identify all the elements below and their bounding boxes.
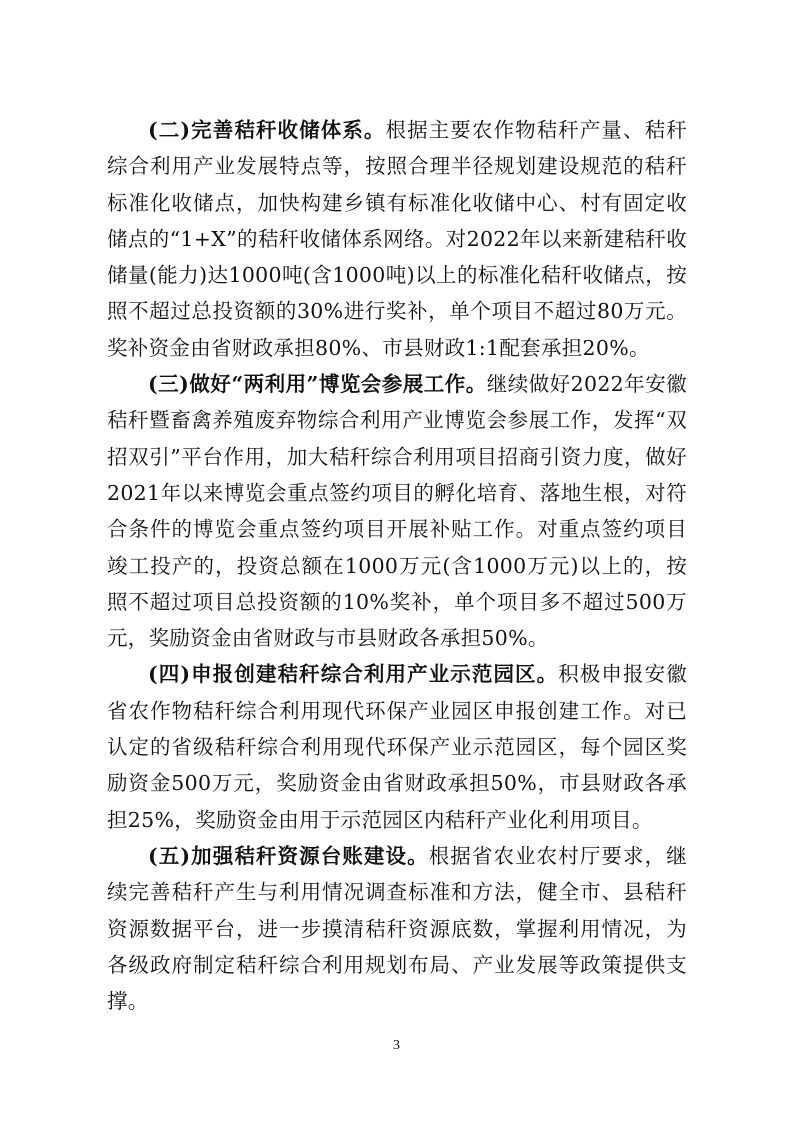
paragraph-text: 积极申报安徽省农作物秸秆综合利用现代环保产业园区申报创建工作。对已认定的省级秸秆综合利用现代环保产业示范园区，每个园区奖励资金500万元，奖励资金由省财政承担50%，市县财政各承担25%，奖励资金由用于示范园区内秸秆产业化利用项目。 xyxy=(107,662,687,832)
paragraph-demonstration-park xyxy=(107,656,687,837)
paragraph-resource-ledger xyxy=(107,838,687,1019)
document-body xyxy=(107,112,687,1019)
paragraph-text: 继续做好2022年安徽秸秆暨畜禽养殖废弃物综合利用产业博览会参展工作，发挥“双招双引”平台作用，加大秸秆综合利用项目招商引资力度，做好2021年以来博览会重点签约项目的孵化培育、落地生根，对符合条件的博览会重点签约项目开展补贴工作。对重点签约项目竣工投产的，投资总额在1000万元(含1000万元)以上的，按照不超过项目总投资额的10%奖补，单个项目多不超过500万元，奖励资金由省财政与市县财政各承担50%。 xyxy=(107,372,687,651)
paragraph-text: 根据省农业农村厅要求，继续完善秸秆产生与利用情况调查标准和方法，健全市、县秸秆资源数据平台，进一步摸清秸秆资源底数，掌握利用情况，为各级政府制定秸秆综合利用规划布局、产业发展等政策提供支撑。 xyxy=(107,843,687,1014)
paragraph-text: 根据主要农作物秸秆产量、秸秆综合利用产业发展特点等，按照合理半径规划建设规范的秸秆标准化收储点，加快构建乡镇有标准化收储中心、村有固定收储点的“1+X”的秸秆收储体系网络。对2022年以来新建秸秆收储量(能力)达1000吨(含1000吨)以上的标准化秸秆收储点，按照不超过总投资额的30%进行奖补，单个项目不超过80万元。奖补资金由省财政承担80%、市县财政1:1配套承担20%。 xyxy=(107,118,688,360)
page-number: 3 xyxy=(393,1038,400,1053)
paragraph-heading: (五)加强秸秆资源台账建设。 xyxy=(148,843,429,868)
paragraph-heading: (二)完善秸秆收储体系。 xyxy=(148,118,386,142)
paragraph-heading: (四)申报创建秸秆综合利用产业示范园区。 xyxy=(148,662,559,687)
paragraph-expo-participation xyxy=(107,366,687,656)
paragraph-heading: (三)做好“两利用”博览会参展工作。 xyxy=(148,372,487,397)
paragraph-straw-collection-storage xyxy=(107,112,687,366)
